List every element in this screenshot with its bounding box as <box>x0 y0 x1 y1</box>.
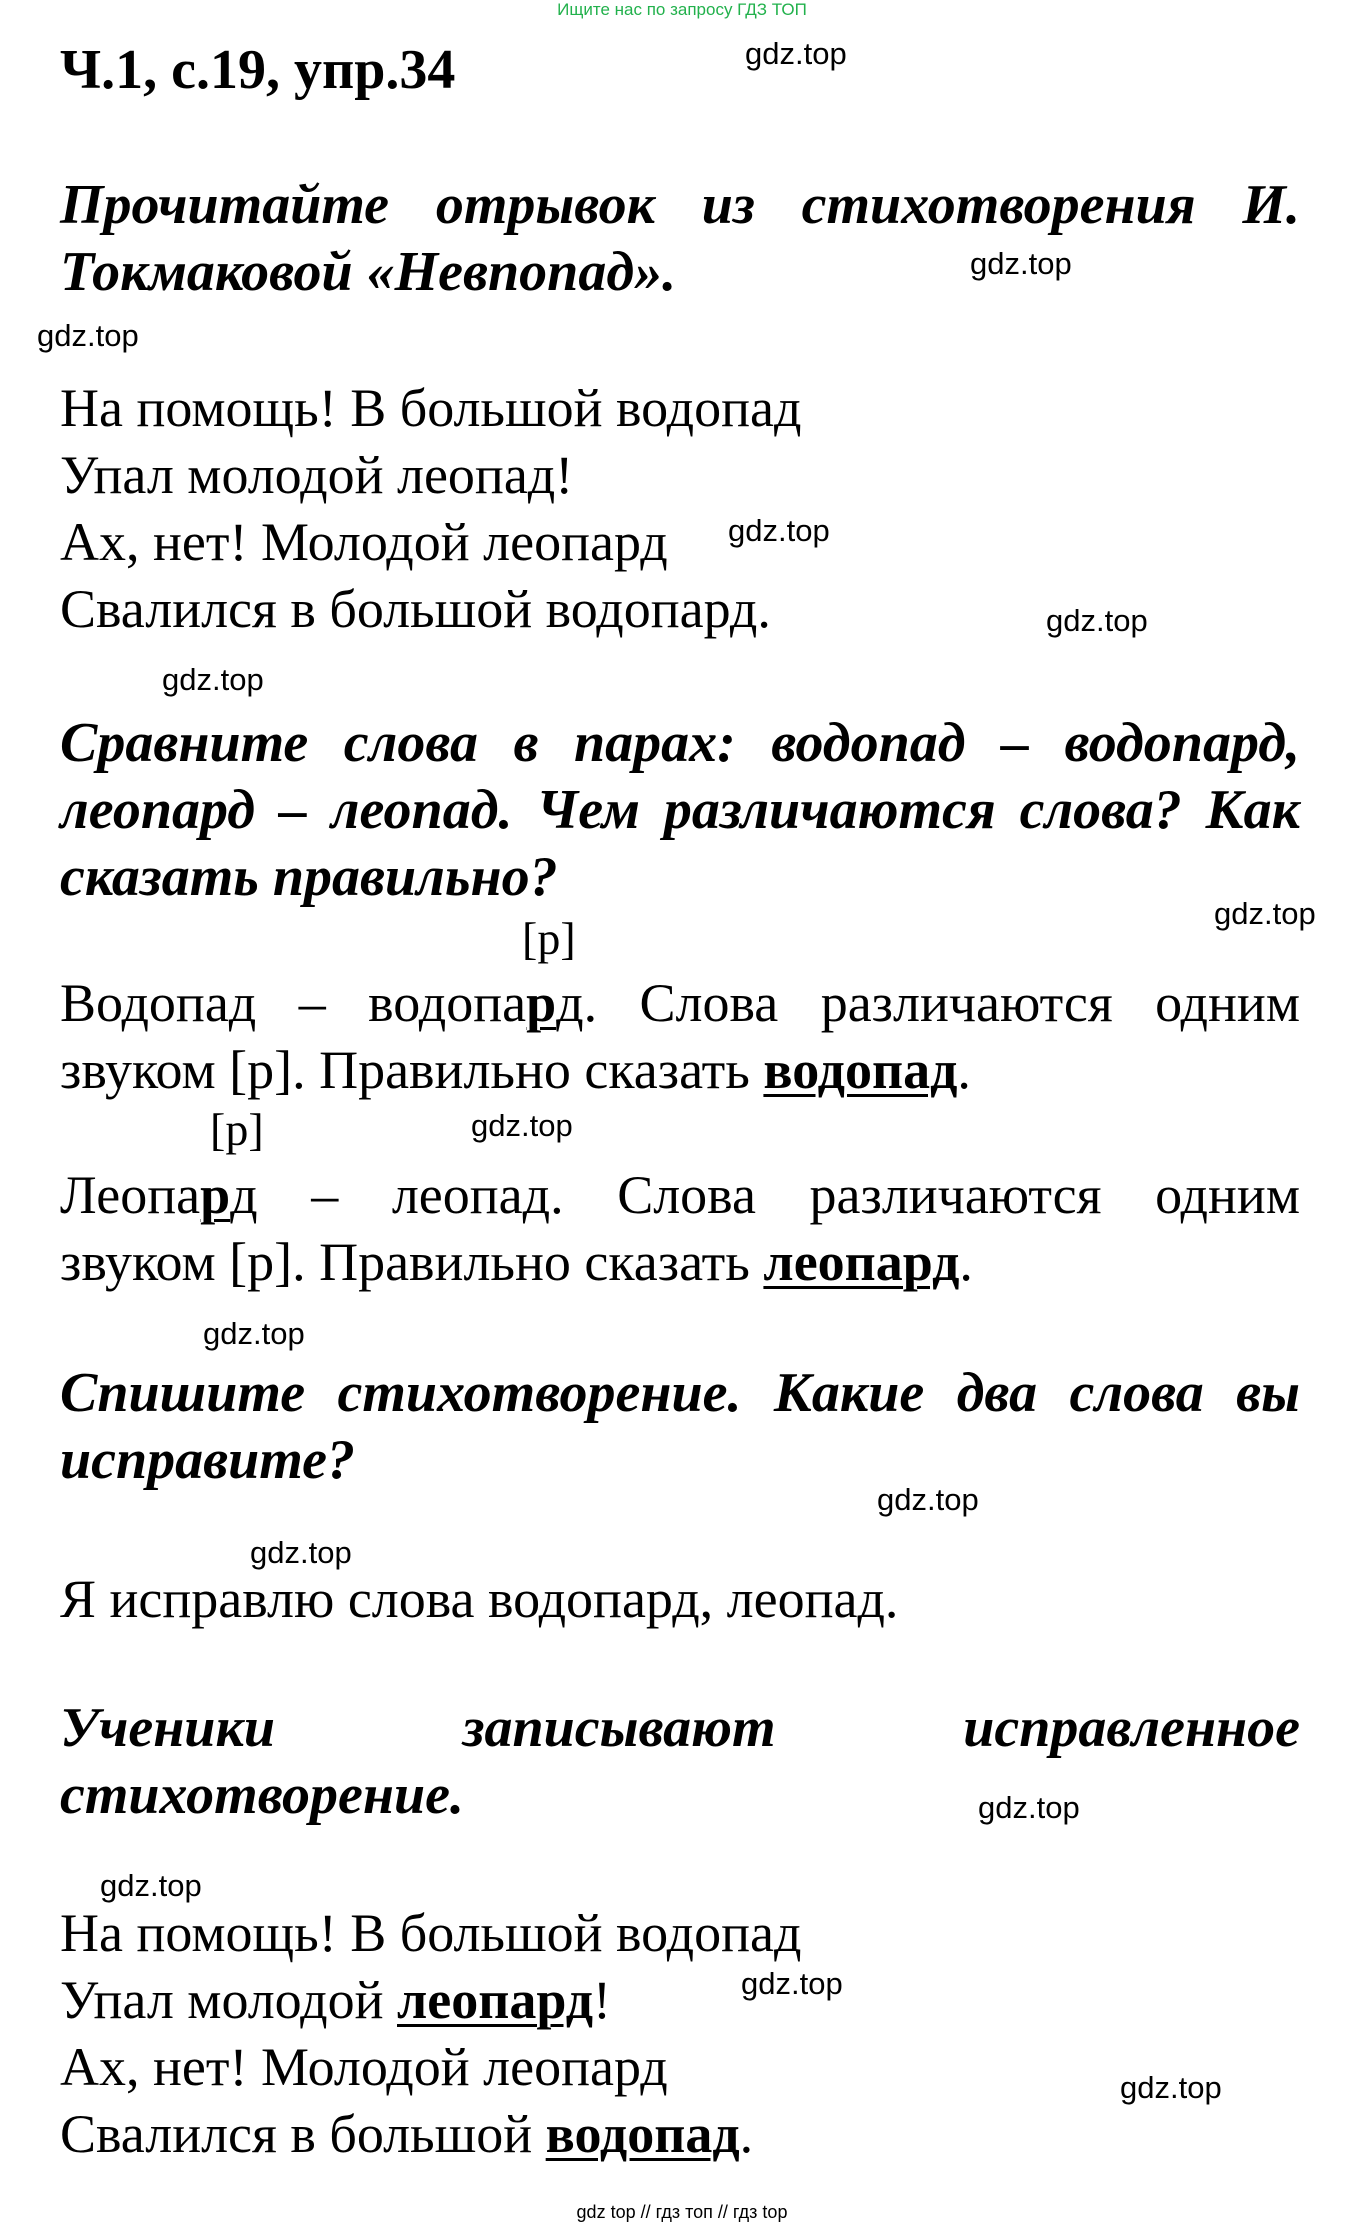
watermark: gdz.top <box>970 246 1072 281</box>
top-banner: Ищите нас по запросу ГДЗ ТОП <box>557 0 807 19</box>
watermark: gdz.top <box>203 1316 305 1351</box>
highlighted-letter: р <box>200 1165 231 1225</box>
watermark: gdz.top <box>250 1535 352 1570</box>
poem-line: Свалился в большой водопад. <box>60 2104 754 2164</box>
watermark: gdz.top <box>162 662 264 697</box>
answer-paragraph: Водопад – водопард. Слова различаются одним звуком [р]. Правильно сказать водопад. <box>60 973 1300 1100</box>
watermark: gdz.top <box>728 513 830 548</box>
answer-paragraph: Леопард – леопад. Слова различаются одним звуком [р]. Правильно сказать леопард. <box>60 1165 1300 1292</box>
task-heading: Сравните слова в парах: водопад – водопард, леопард – леопад. Чем различаются слова? Как сказать правильно? <box>60 712 1300 908</box>
watermark: gdz.top <box>1214 896 1316 931</box>
watermark: gdz.top <box>471 1108 573 1143</box>
watermark: gdz.top <box>978 1790 1080 1825</box>
poem-line: Ах, нет! Молодой леопард <box>60 2037 668 2097</box>
correct-word: водопад <box>763 1040 958 1100</box>
sound-annotation: [р] <box>210 1104 264 1155</box>
poem-line: Ах, нет! Молодой леопард <box>60 512 668 572</box>
watermark: gdz.top <box>37 318 139 353</box>
poem-line: На помощь! В большой водопад <box>60 1903 802 1963</box>
watermark: gdz.top <box>877 1482 979 1517</box>
task-heading: Ученики записывают исправленное стихотворение. <box>60 1697 1300 1826</box>
task-heading: Прочитайте отрывок из стихотворения И. Токмаковой «Невпопад». <box>60 174 1300 303</box>
poem-line: На помощь! В большой водопад <box>60 378 802 438</box>
watermark: gdz.top <box>100 1868 202 1903</box>
answer-line: Я исправлю слова водопард, леопад. <box>60 1569 899 1629</box>
corrected-word: леопард <box>397 1970 594 2030</box>
corrected-word: водопад <box>545 2104 740 2164</box>
watermark: gdz.top <box>1120 2070 1222 2105</box>
page-title: Ч.1, с.19, упр.34 <box>60 39 456 101</box>
watermark: gdz.top <box>745 36 847 71</box>
sound-annotation: [р] <box>522 913 576 964</box>
watermark: gdz.top <box>741 1966 843 2001</box>
task-heading: Спишите стихотворение. Какие два слова вы исправите? <box>60 1362 1300 1491</box>
footer: gdz top // гдз топ // гдз top <box>576 2202 788 2222</box>
highlighted-letter: р <box>526 973 557 1033</box>
poem-line: Упал молодой леопард! <box>60 1970 611 2030</box>
watermark: gdz.top <box>1046 603 1148 638</box>
correct-word: леопард <box>763 1232 960 1292</box>
poem-line: Упал молодой леопад! <box>60 445 574 505</box>
poem-line: Свалился в большой водопард. <box>60 579 771 639</box>
